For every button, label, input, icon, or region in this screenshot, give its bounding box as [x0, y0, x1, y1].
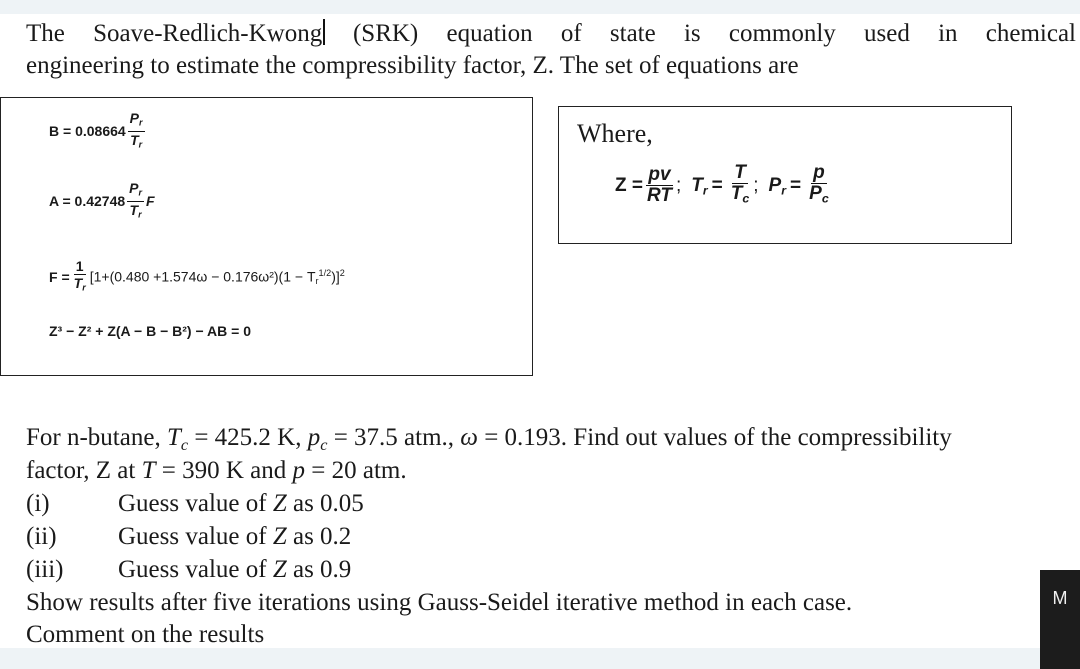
- t-symbol: T: [141, 457, 156, 484]
- intro-text-b: (SRK) equation of state is commonly used in chemical: [324, 20, 1077, 47]
- pc-sub: c: [320, 435, 328, 454]
- problem-line-show: Show results after five iterations using Gauss-Seidel iterative method in each case.: [26, 589, 853, 616]
- problem-line-comment: Comment on the results: [26, 621, 265, 648]
- tc-sub: c: [180, 435, 189, 454]
- def-sep-1: ;: [675, 174, 682, 196]
- eq-f-num: 1: [75, 258, 84, 274]
- eq-f-body-sub: r: [315, 275, 319, 286]
- eq-f-body: [90, 268, 345, 286]
- def-z-num: pv: [648, 164, 671, 186]
- eq-b-den: T: [130, 131, 139, 148]
- list-item-text: Guess value of: [118, 556, 273, 583]
- where-title: Where,: [577, 119, 653, 148]
- problem-text-1d: = 0.193. Find out values of the compressibility: [477, 424, 952, 451]
- def-p-fraction: [807, 163, 831, 209]
- equation-f: [49, 258, 345, 296]
- list-item-value: as 0.2: [286, 523, 352, 550]
- eq-b-den-sub: r: [138, 139, 143, 150]
- list-item-text: Guess value of: [118, 490, 273, 517]
- eq-f-den-sub: r: [82, 282, 86, 293]
- problem-line-2: [26, 455, 407, 487]
- equation-a: [49, 180, 155, 222]
- intro-line-2: engineering to estimate the compressibility factor, Z. The set of equations are: [26, 52, 799, 79]
- def-t-den-sub: c: [742, 191, 750, 206]
- def-p-eq: =: [790, 174, 802, 196]
- where-definitions: [615, 163, 833, 209]
- list-item-symbol: Z: [272, 556, 287, 583]
- def-z-fraction: [645, 165, 674, 206]
- eq-b-num-sub: r: [139, 117, 143, 128]
- eq-f-body-text: [1+(0.480 +1.574ω − 0.176ω²)(1 − T: [89, 268, 316, 285]
- eq-f-lhs: F =: [49, 268, 70, 285]
- def-z-lhs: Z =: [615, 174, 643, 196]
- eq-a-fraction: [127, 180, 144, 222]
- document-page: [0, 14, 1080, 648]
- def-p-den: P: [809, 183, 822, 204]
- list-item: [26, 521, 351, 553]
- def-t-den: T: [730, 183, 743, 204]
- problem-text-2c: = 20 atm.: [305, 457, 407, 484]
- def-t-lhs: T: [691, 174, 703, 196]
- def-z-den: RT: [646, 185, 672, 207]
- list-item-text: Guess value of: [118, 523, 273, 550]
- eq-b-lhs: B = 0.08664: [49, 123, 126, 140]
- eq-a-rhs: F: [146, 193, 155, 210]
- list-item-value: as 0.9: [286, 556, 352, 583]
- problem-text-1a: For n-butane,: [26, 424, 167, 451]
- def-p-num: p: [813, 162, 825, 183]
- def-p-den-sub: c: [821, 191, 829, 206]
- list-item-value: as 0.05: [286, 490, 364, 517]
- def-p-lhs: P: [768, 174, 782, 196]
- def-t-lhs-sub: r: [702, 183, 708, 198]
- equation-cubic: Z³ − Z² + Z(A − B − B²) − AB = 0: [49, 323, 251, 339]
- equation-b: [49, 110, 147, 152]
- def-t-fraction: [729, 163, 751, 209]
- where-box: [558, 106, 1012, 244]
- list-item-symbol: Z: [272, 523, 287, 550]
- eq-b-num: P: [129, 110, 140, 126]
- eq-f-tail: )]: [331, 268, 340, 285]
- list-item-number: (ii): [26, 523, 57, 550]
- equations-box: [0, 97, 533, 376]
- eq-a-num-sub: r: [138, 187, 143, 198]
- p-symbol: p: [292, 457, 306, 484]
- eq-a-den: T: [129, 201, 139, 218]
- omega-symbol: ω: [460, 424, 478, 451]
- list-item-number: (iii): [26, 556, 64, 583]
- eq-f-den: T: [73, 275, 83, 291]
- eq-f-tail-sup: 2: [339, 267, 345, 278]
- list-item: [26, 554, 351, 586]
- problem-text-2b: = 390 K and: [155, 457, 293, 484]
- intro-text-a: The Soave-Redlich-Kwong: [26, 20, 323, 47]
- eq-a-lhs: A = 0.42748: [49, 193, 126, 210]
- list-item: [26, 488, 364, 520]
- def-t-num: T: [734, 162, 746, 183]
- tc-symbol: T: [166, 424, 181, 451]
- problem-text-1b: = 425.2 K,: [188, 424, 308, 451]
- problem-text-2a: factor, Z at: [26, 457, 142, 484]
- intro-line-1: [26, 18, 1076, 50]
- eq-b-fraction: [128, 110, 145, 152]
- pc-symbol: p: [307, 424, 321, 451]
- eq-a-num: P: [129, 180, 139, 196]
- def-p-lhs-sub: r: [781, 183, 787, 198]
- list-item-number: (i): [26, 490, 50, 517]
- eq-f-body-sup: 1/2: [318, 267, 332, 278]
- list-item-symbol: Z: [272, 490, 287, 517]
- def-t-eq: =: [711, 174, 723, 196]
- eq-a-den-sub: r: [138, 209, 142, 220]
- def-sep-2: ;: [753, 174, 759, 196]
- problem-text-1c: = 37.5 atm.,: [327, 424, 461, 451]
- eq-f-fraction: [72, 258, 88, 296]
- corner-tile[interactable]: M: [1040, 570, 1080, 669]
